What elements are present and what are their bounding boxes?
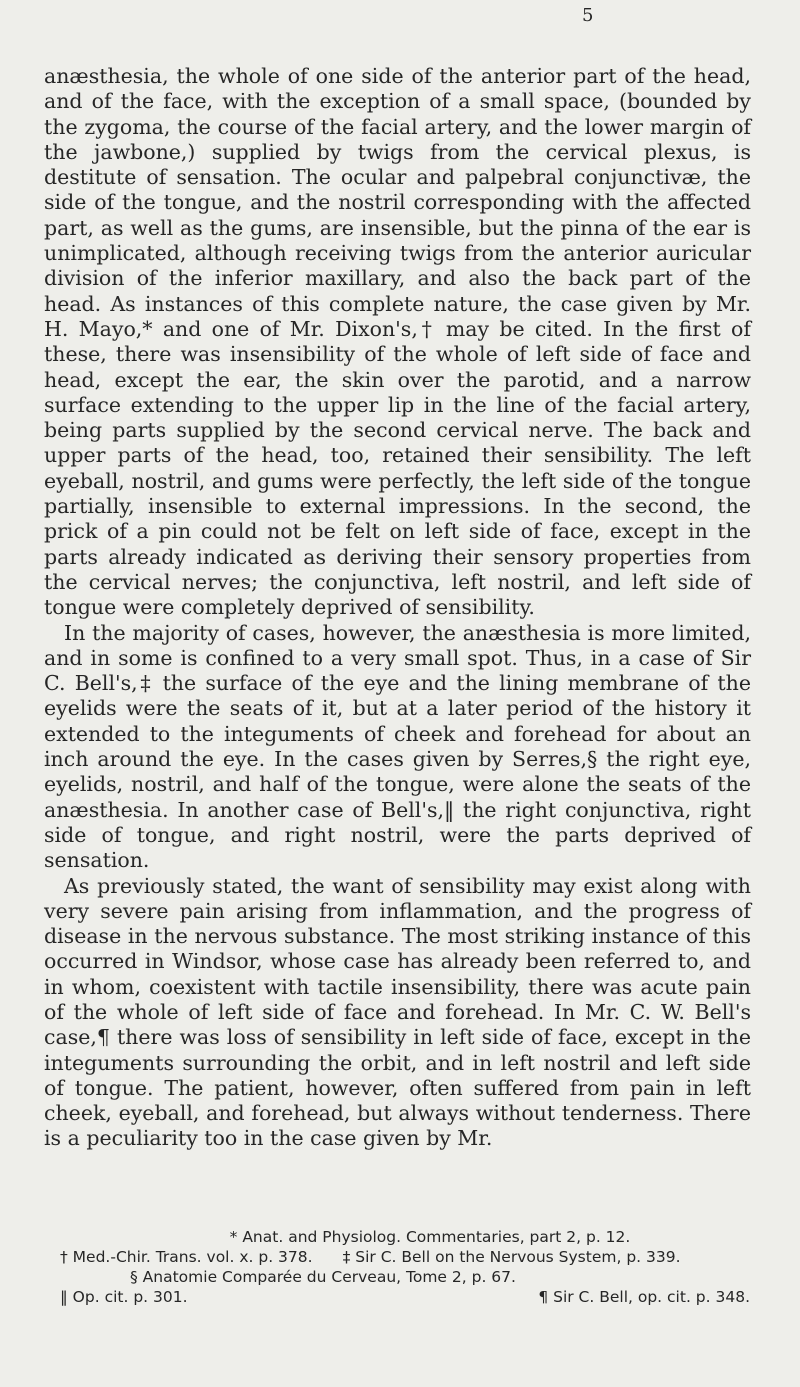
footnote-med-chir: † Med.-Chir. Trans. vol. x. p. 378.	[60, 1248, 313, 1266]
footnote-row	[60, 1227, 750, 1247]
page-number: 5	[582, 5, 594, 26]
footnotes	[60, 1227, 750, 1307]
footnote-anatomie: § Anatomie Comparée du Cerveau, Tome 2, p. 67.	[130, 1268, 516, 1286]
body-text	[44, 64, 751, 1152]
footnote-row	[60, 1267, 750, 1287]
paragraph-1: anæsthesia, the whole of one side of the anterior part of the head, and of the face, with the exception of a small space, (bounded by the zygoma, the course of the facial artery, and the lower margin of the jawbone,) supplied by twigs from the cervical plexus, is destitute of sensation. The ocular and palpebral conjunctivæ, the side of the tongue, and the nostril corresponding with the affected part, as well as the gums, are insensible, but the pinna of the ear is unimplicated, although receiving twigs from the anterior auricular division of the inferior maxillary, and also the back part of the head. As instances of this complete nature, the case given by Mr. H. Mayo,* and one of Mr. Dixon's,† may be cited. In the first of these, there was insensibility of the whole of left side of face and head, except the ear, the skin over the parotid, and a narrow surface extending to the upper lip in the line of the facial artery, being parts supplied by the second cervical nerve. The back and upper parts of the head, too, retained their sensibility. The left eyeball, nostril, and gums were perfectly, the left side of the tongue partially, insensible to external impressions. In the second, the prick of a pin could not be felt on left side of face, except in the parts already indicated as deriving their sensory properties from the cervical nerves; the conjunctiva, left nostril, and left side of tongue were completely deprived of sensibility.	[44, 64, 751, 620]
footnote-op-cit: ‖ Op. cit. p. 301.	[60, 1288, 188, 1306]
footnote-row	[60, 1247, 750, 1267]
footnote-bell-nervous: ‡ Sir C. Bell on the Nervous System, p. 339.	[342, 1248, 681, 1266]
footnote-row	[60, 1287, 750, 1307]
footnote-bell-op-cit: ¶ Sir C. Bell, op. cit. p. 348.	[538, 1288, 750, 1306]
footnote-anat: * Anat. and Physiolog. Commentaries, part 2, p. 12.	[229, 1228, 631, 1246]
paragraph-3: As previously stated, the want of sensibility may exist along with very severe pain arising from inflammation, and the progress of disease in the nervous substance. The most striking instance of this occurred in Windsor, whose case has already been referred to, and in whom, coexistent with tactile insensibility, there was acute pain of the whole of left side of face and forehead. In Mr. C. W. Bell's case,¶ there was loss of sensibility in left side of face, except in the integuments surrounding the orbit, and in left nostril and left side of tongue. The patient, however, often suffered from pain in left cheek, eyeball, and forehead, but always without tenderness. There is a peculiarity too in the case given by Mr.	[44, 873, 751, 1151]
paragraph-2: In the majority of cases, however, the anæsthesia is more limited, and in some is confined to a very small spot. Thus, in a case of Sir C. Bell's,‡ the surface of the eye and the lining membrane of the eyelids were the seats of it, but at a later period of the history it extended to the integuments of cheek and forehead for about an inch around the eye. In the cases given by Serres,§ the right eye, eyelids, nostril, and half of the tongue, were alone the seats of the anæsthesia. In another case of Bell's,‖ the right conjunctiva, right side of tongue, and right nostril, were the parts deprived of sensation.	[44, 620, 751, 873]
